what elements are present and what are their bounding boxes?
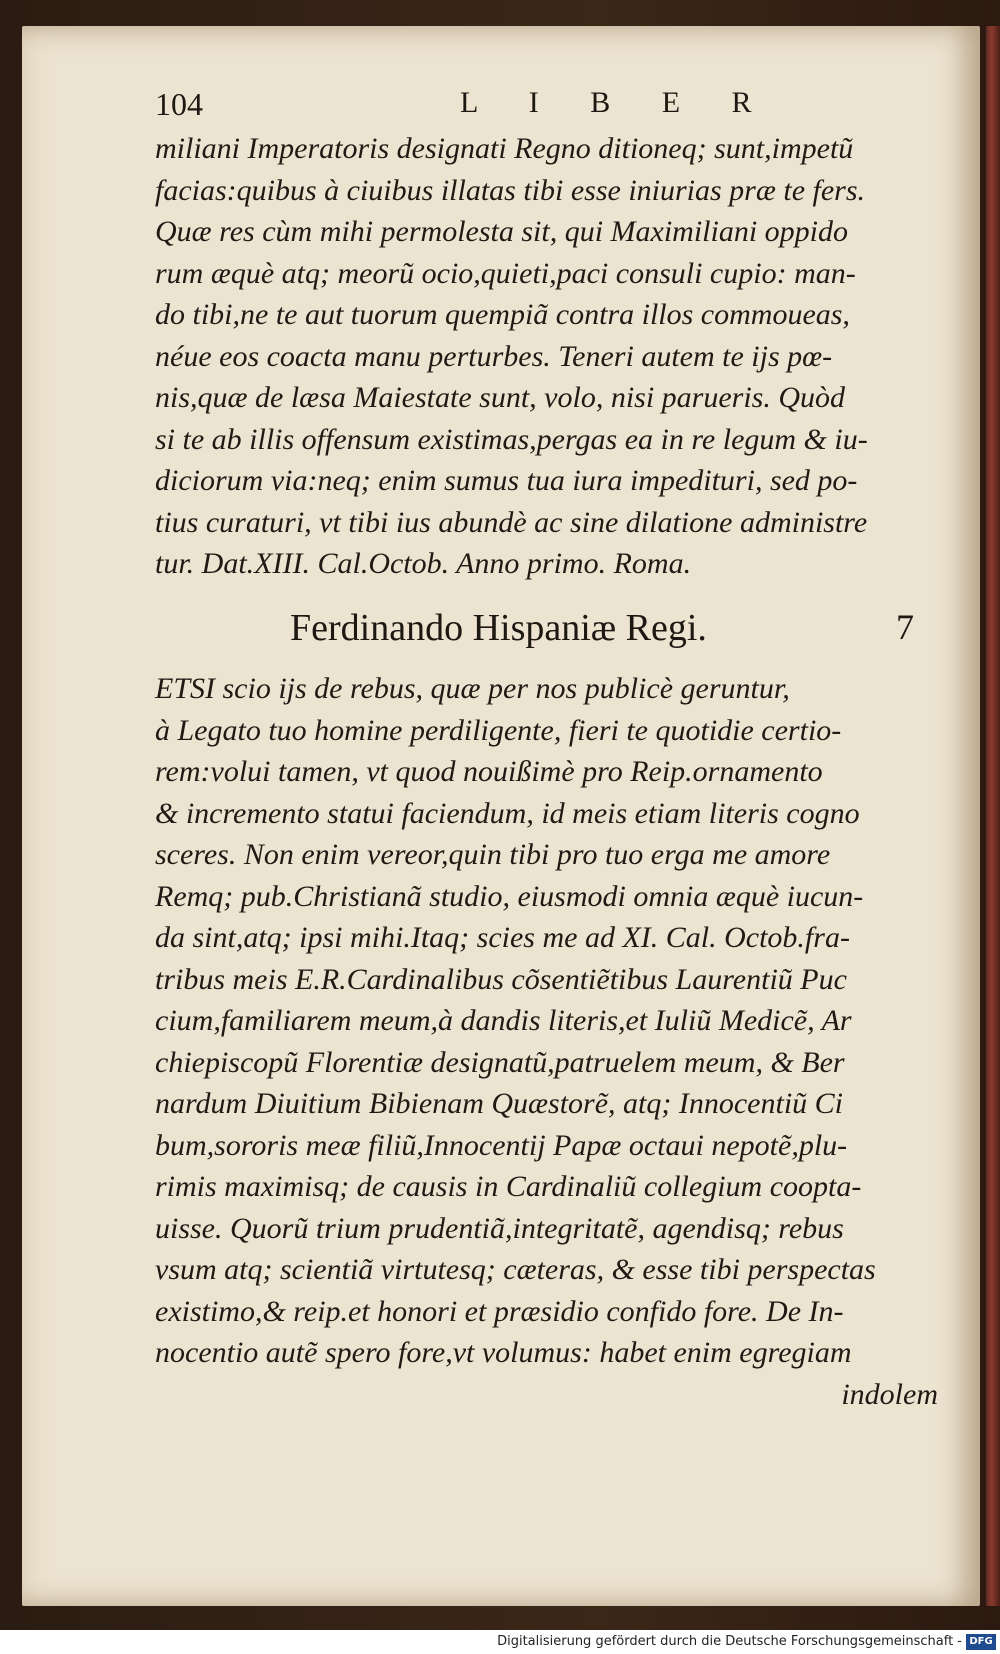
page-edge [986, 26, 1000, 1606]
letter-heading [290, 606, 930, 662]
text-line: da sint,atq; ipsi mihi.Itaq; scies me ad XI. Cal. Octob.fra- [155, 921, 850, 954]
page-number: 104 [155, 86, 203, 122]
text-line: tur. Dat.XIII. Cal.Octob. Anno primo. Roma. [155, 547, 692, 580]
footer-bar [0, 1630, 1000, 1654]
text-line: à Legato tuo homine perdiligente, fieri te quotidie certio- [155, 713, 842, 747]
text-line: uisse. Quorũ trium prudentiã,integritatẽ, agendisq; rebus [155, 1211, 844, 1245]
text-line: vsum atq; scientiã virtutesq; cæteras, & esse tibi perspectas [155, 1253, 876, 1286]
text-line: & incremento statui faciendum, id meis etiam literis cogno [155, 796, 860, 830]
text-line: miliani Imperatoris designati Regno ditioneq; sunt,impetũ [155, 132, 854, 165]
text-line: ETSI scio ijs de rebus, quæ per nos publicè geruntur, [155, 672, 790, 705]
text-line: facias:quibus à ciuibus illatas tibi esse iniurias præ te fers. [155, 173, 866, 207]
text-line: sceres. Non enim vereor,quin tibi pro tuo erga me amore [155, 838, 831, 871]
text-line: rum æquè atq; meorũ ocio,quieti,paci consuli cupio: man- [155, 256, 856, 290]
first-letter-text [155, 128, 935, 585]
text-line: Quæ res cùm mihi permolesta sit, qui Maximiliani oppido [155, 215, 849, 248]
second-letter-text [155, 668, 935, 1374]
footer-credit: Digitalisierung gefördert durch die Deutsche Forschungsgemeinschaft - [497, 1634, 962, 1649]
text-line: diciorum via:neq; enim sumus tua iura impedituri, sed po- [155, 464, 858, 497]
text-line: nis,quæ de læsa Maiestate sunt, volo, nisi parueris. Quòd [155, 381, 845, 414]
text-line: chiepiscopũ Florentiæ designatũ,patruelem meum, & Ber [155, 1045, 845, 1079]
dfg-logo: DFG [966, 1634, 996, 1650]
text-line: Remq; pub.Christianã studio, eiusmodi omnia æquè iucun- [155, 879, 864, 913]
text-line: bum,sororis meæ filiũ,Innocentij Papæ octaui nepotẽ,plu- [155, 1128, 848, 1162]
text-line: tribus meis E.R.Cardinalibus cõsentiẽtibus Laurentiũ Puc [155, 962, 847, 996]
text-line: néue eos coacta manu perturbes. Teneri autem te ijs pœ- [155, 339, 833, 373]
text-line: nardum Diuitium Bibienam Quæstorẽ, atq; Innocentiũ Ci [155, 1087, 844, 1120]
text-line: existimo,& reip.et honori et præsidio confido fore. De In- [155, 1294, 844, 1328]
text-line: tius curaturi, vt tibi ius abundè ac sine dilatione administre [155, 505, 868, 539]
text-line: do tibi,ne te aut tuorum quempiã contra illos commoueas, [155, 298, 850, 331]
text-line: nocentio autẽ spero fore,vt volumus: habet enim egregiam [155, 1336, 852, 1369]
letter-number: 7 [896, 607, 914, 647]
catchword: indolem [841, 1378, 938, 1411]
text-line: si te ab illis offensum existimas,pergas ea in re legum & iu- [155, 422, 868, 456]
running-title: L I B E R [460, 86, 774, 119]
letter-addressee: Ferdinando Hispaniæ Regi. [290, 607, 707, 649]
text-line: rimis maximisq; de causis in Cardinaliũ collegium coopta- [155, 1170, 862, 1203]
text-line: cium,familiarem meum,à dandis literis,et Iuliũ Medicẽ, Ar [155, 1004, 852, 1037]
running-head [155, 86, 925, 126]
text-line: rem:volui tamen, vt quod nouißimè pro Reip.ornamento [155, 755, 823, 788]
